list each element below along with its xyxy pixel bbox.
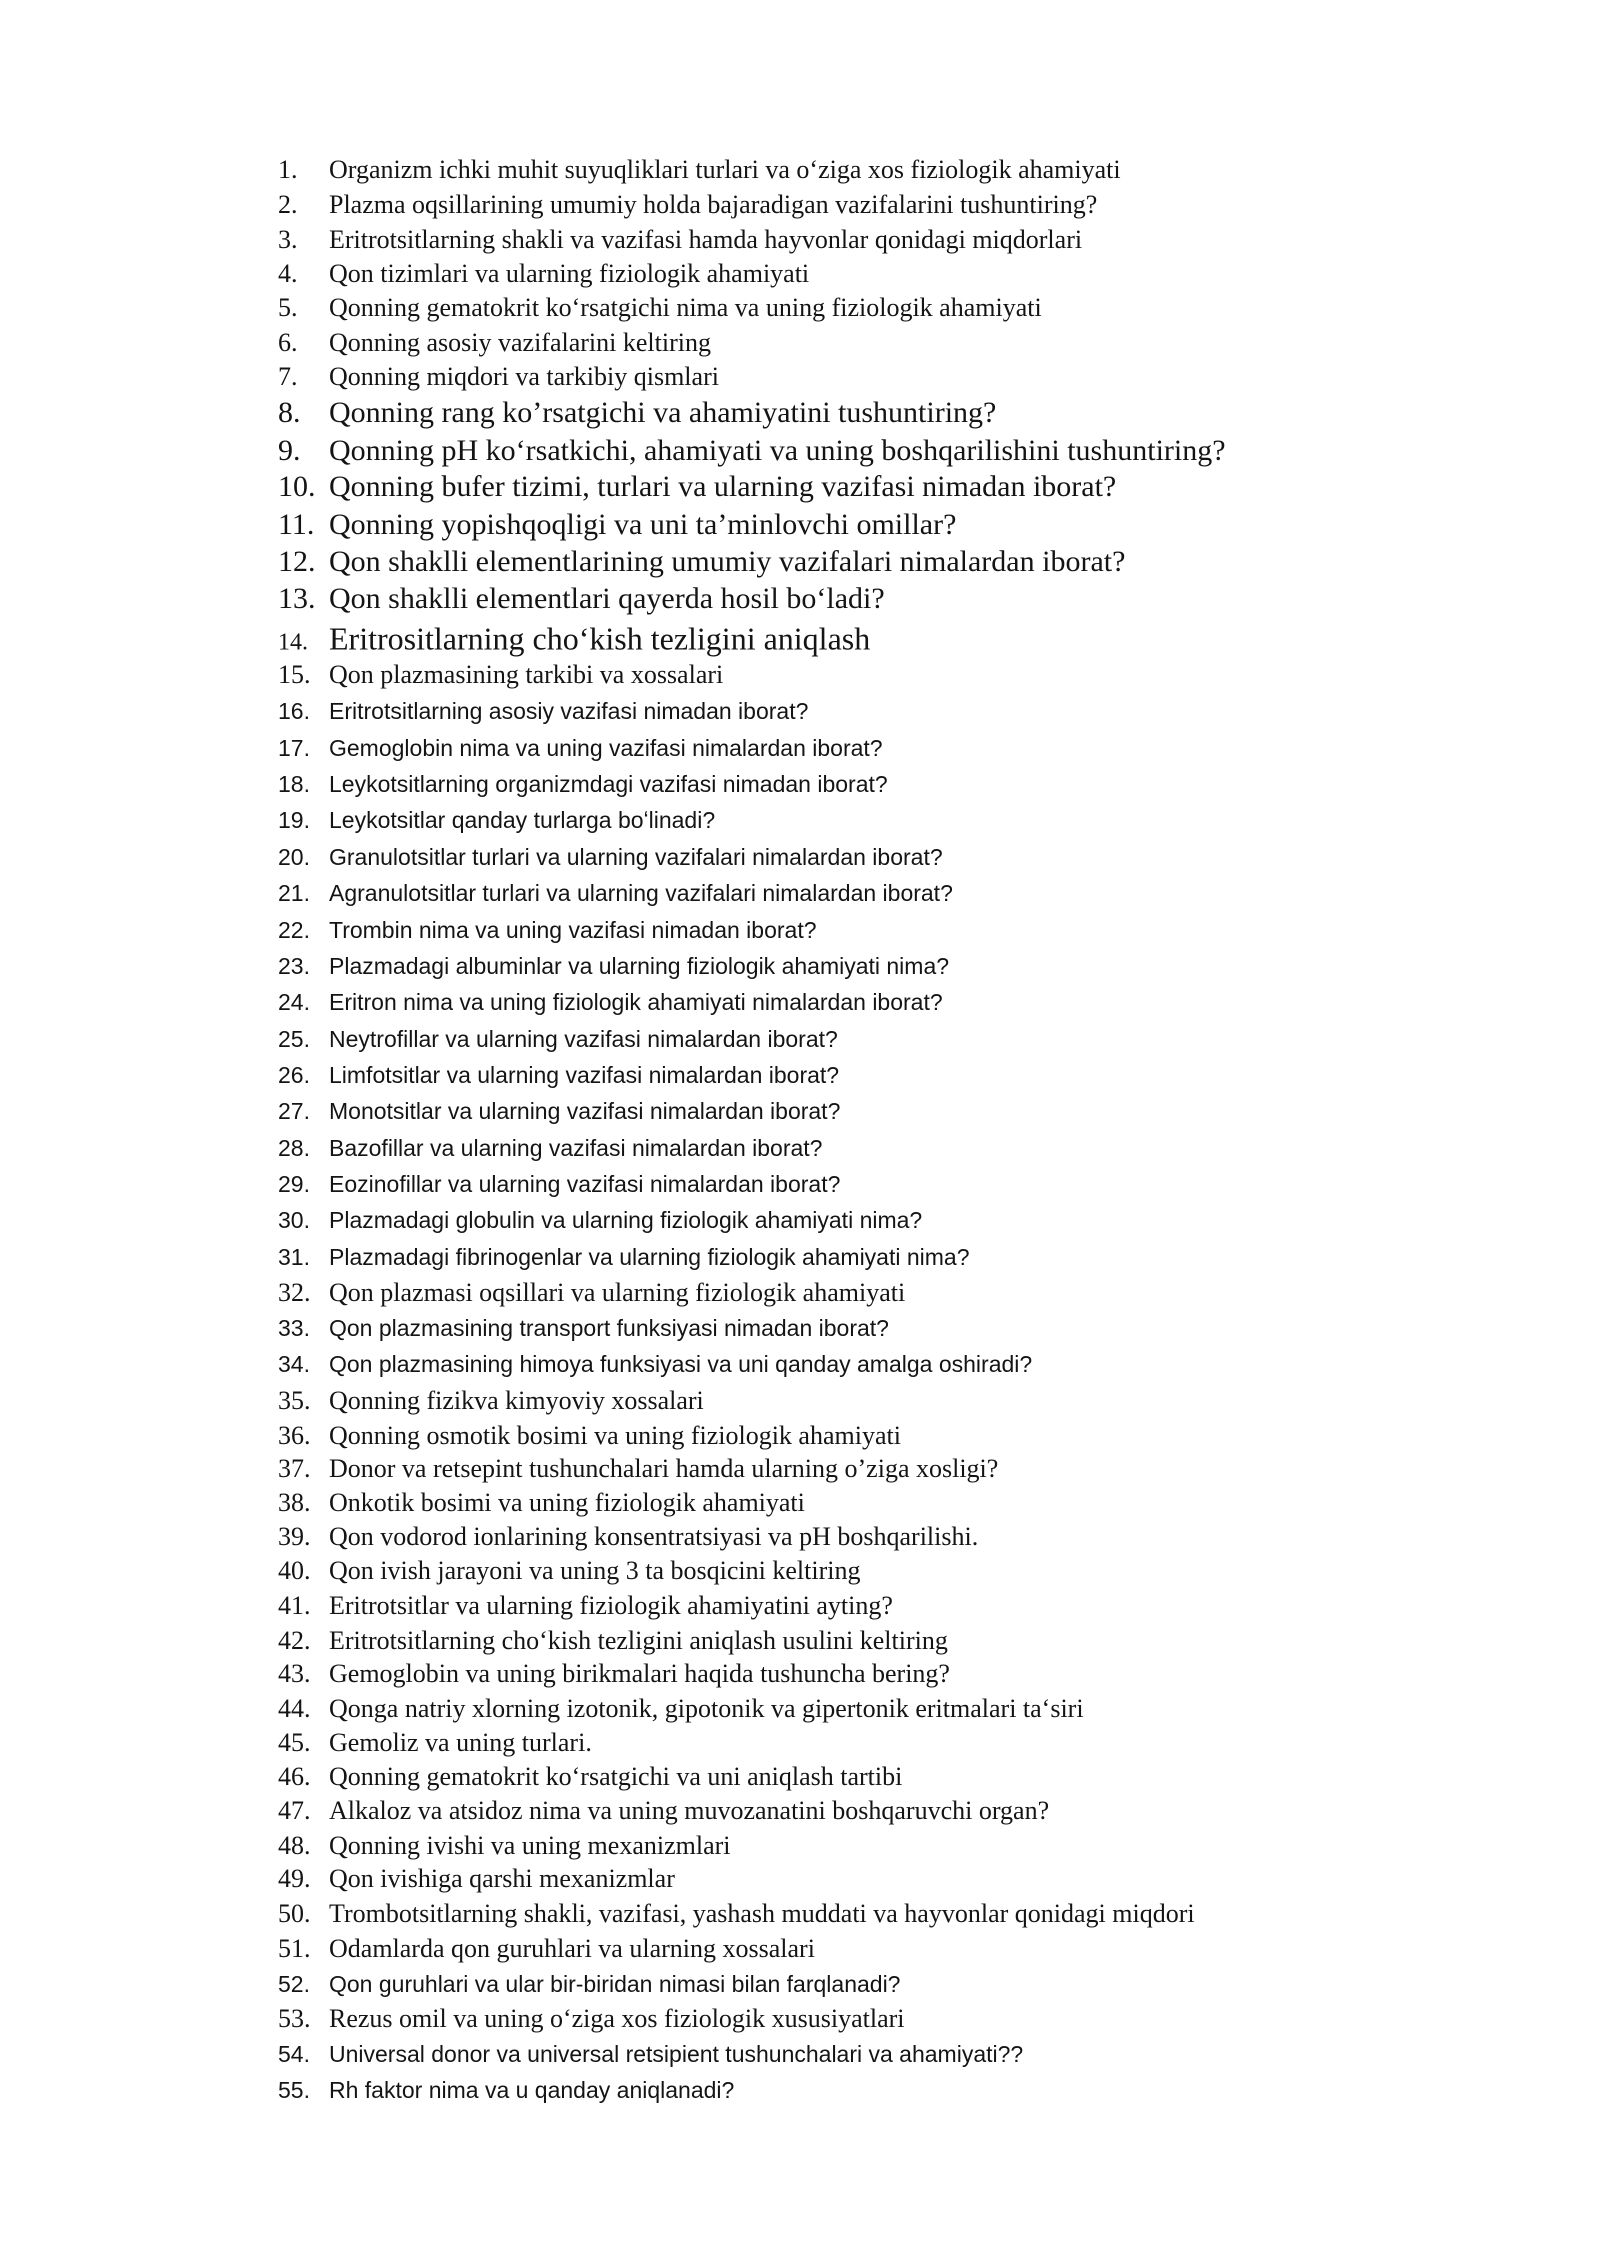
question-text: Universal donor va universal retsipient tushunchalari va ahamiyati??	[329, 2040, 1024, 2067]
question-item	[278, 1899, 1195, 1929]
question-text: Plazmadagi globulin va ularning fiziologik ahamiyati nima?	[329, 1206, 923, 1233]
question-text: Qonning gematokrit koʻrsatgichi nima va uning fiziologik ahamiyati	[329, 293, 1042, 323]
question-text: Qonning gematokrit koʻrsatgichi va uni aniqlash tartibi	[329, 1762, 903, 1792]
question-item	[278, 1278, 905, 1308]
question-text: Eritrotsitlarning asosiy vazifasi nimadan iborat?	[329, 697, 809, 724]
question-text: Plazma oqsillarining umumiy holda bajaradigan vazifalarini tushuntiring?	[329, 190, 1098, 220]
question-item	[278, 660, 723, 690]
question-text: Qonning yopishqoqligi va uni ta’minlovchi omillar?	[329, 507, 957, 541]
question-text: Donor va retsepint tushunchalari hamda ularning o’ziga xosligi?	[329, 1454, 999, 1484]
question-item	[278, 807, 715, 833]
question-text: Leykotsitlarning organizmdagi vazifasi nimadan iborat?	[329, 770, 888, 797]
question-text: Qonning ivishi va uning mexanizmlari	[329, 1831, 731, 1861]
question-text: Qonning pH koʻrsatkichi, ahamiyati va uning boshqarilishini tushuntiring?	[329, 433, 1226, 467]
question-item	[278, 1026, 838, 1052]
question-item	[278, 293, 1042, 323]
question-number: 25.	[278, 1025, 310, 1052]
question-number: 7.	[278, 362, 298, 392]
question-item	[278, 1591, 893, 1621]
question-text: Qon vodorod ionlarining konsentratsiyasi va pH boshqarilishi.	[329, 1522, 979, 1552]
question-number: 28.	[278, 1134, 310, 1161]
question-item	[278, 1351, 1032, 1377]
question-text: Qon plazmasining tarkibi va xossalari	[329, 660, 724, 690]
question-number: 9.	[278, 433, 301, 467]
question-item	[278, 1659, 950, 1689]
question-number: 16.	[278, 697, 310, 724]
question-number: 12.	[278, 544, 316, 578]
question-text: Qonning miqdori va tarkibiy qismlari	[329, 362, 719, 392]
question-number: 31.	[278, 1243, 310, 1270]
question-item	[278, 1098, 840, 1124]
question-number: 20.	[278, 843, 310, 870]
question-item	[278, 1315, 889, 1341]
question-text: Qonning bufer tizimi, turlari va ularning vazifasi nimadan iborat?	[329, 469, 1117, 503]
question-text: Neytrofillar va ularning vazifasi nimalardan iborat?	[329, 1025, 838, 1052]
question-text: Qon ivishiga qarshi mexanizmlar	[329, 1864, 675, 1894]
question-item	[278, 1488, 805, 1518]
question-text: Leykotsitlar qanday turlarga boʻlinadi?	[329, 806, 716, 833]
question-number: 30.	[278, 1206, 310, 1233]
question-item	[278, 582, 885, 617]
question-number: 45.	[278, 1728, 311, 1758]
question-item	[278, 2041, 1023, 2067]
question-number: 52.	[278, 1970, 310, 1997]
question-text: Rezus omil va uning oʻziga xos fiziologik xususiyatlari	[329, 2004, 905, 2034]
question-item	[278, 1831, 731, 1861]
question-item	[278, 545, 1125, 580]
question-text: Organizm ichki muhit suyuqliklari turlari va oʻziga xos fiziologik ahamiyati	[329, 155, 1121, 185]
question-item	[278, 2004, 905, 2034]
question-number: 50.	[278, 1899, 311, 1929]
question-number: 23.	[278, 952, 310, 979]
question-item	[278, 1796, 1049, 1826]
question-number: 24.	[278, 988, 310, 1015]
question-text: Limfotsitlar va ularning vazifasi nimalardan iborat?	[329, 1061, 840, 1088]
question-text: Eritrotsitlarning shakli va vazifasi hamda hayvonlar qonidagi miqdorlari	[329, 225, 1083, 255]
question-item	[278, 225, 1082, 255]
question-text: Qon tizimlari va ularning fiziologik ahamiyati	[329, 259, 810, 289]
question-text: Plazmadagi fibrinogenlar va ularning fiziologik ahamiyati nima?	[329, 1243, 970, 1270]
question-item	[278, 1762, 902, 1792]
question-item	[278, 1864, 675, 1894]
question-text: Qonning rang ko’rsatgichi va ahamiyatini tushuntiring?	[329, 395, 997, 429]
question-number: 51.	[278, 1934, 311, 1964]
question-item	[278, 434, 1226, 469]
question-number: 36.	[278, 1421, 311, 1451]
question-text: Eozinofillar va ularning vazifasi nimalardan iborat?	[329, 1170, 841, 1197]
question-item	[278, 771, 888, 797]
question-item	[278, 735, 883, 761]
question-number: 44.	[278, 1694, 311, 1724]
question-item	[278, 1728, 592, 1758]
question-number: 19.	[278, 806, 310, 833]
question-text: Qonning fizikva kimyoviy xossalari	[329, 1386, 704, 1416]
question-item	[278, 1135, 822, 1161]
question-number: 15.	[278, 660, 311, 690]
question-text: Gemoglobin nima va uning vazifasi nimalardan iborat?	[329, 734, 883, 761]
question-number: 32.	[278, 1278, 311, 1308]
question-number: 3.	[278, 225, 298, 255]
question-number: 55.	[278, 2076, 310, 2103]
question-item	[278, 328, 711, 358]
question-item	[278, 1522, 978, 1552]
question-text: Eritron nima va uning fiziologik ahamiyati nimalardan iborat?	[329, 988, 943, 1015]
question-item	[278, 1421, 901, 1451]
question-text: Granulotsitlar turlari va ularning vazifalari nimalardan iborat?	[329, 843, 943, 870]
question-number: 10.	[278, 469, 316, 503]
question-number: 46.	[278, 1762, 311, 1792]
question-item	[278, 508, 956, 543]
question-number: 42.	[278, 1626, 311, 1656]
question-text: Gemoliz va uning turlari.	[329, 1728, 592, 1758]
question-text: Trombotsitlarning shakli, vazifasi, yashash muddati va hayvonlar qonidagi miqdori	[329, 1899, 1195, 1929]
question-number: 22.	[278, 916, 310, 943]
question-number: 35.	[278, 1386, 311, 1416]
question-item	[278, 953, 949, 979]
question-number: 34.	[278, 1350, 310, 1377]
question-number: 4.	[278, 259, 298, 289]
question-number: 1.	[278, 155, 298, 185]
question-item	[278, 1626, 948, 1656]
question-number: 53.	[278, 2004, 311, 2034]
question-text: Qon guruhlari va ular bir-biridan nimasi bilan farqlanadi?	[329, 1970, 901, 1997]
question-text: Alkaloz va atsidoz nima va uning muvozanatini boshqaruvchi organ?	[329, 1796, 1050, 1826]
question-item	[278, 844, 943, 870]
question-item	[278, 1556, 860, 1586]
question-number: 26.	[278, 1061, 310, 1088]
question-number: 49.	[278, 1864, 311, 1894]
question-item	[278, 2077, 734, 2103]
question-number: 5.	[278, 293, 298, 323]
question-item	[278, 362, 719, 392]
question-text: Qon ivish jarayoni va uning 3 ta bosqicini keltiring	[329, 1556, 861, 1586]
question-item	[278, 1934, 815, 1964]
question-number: 43.	[278, 1659, 311, 1689]
question-item	[278, 1971, 900, 1997]
question-number: 11.	[278, 507, 315, 541]
question-number: 18.	[278, 770, 310, 797]
question-text: Plazmadagi albuminlar va ularning fiziologik ahamiyati nima?	[329, 952, 950, 979]
question-number: 38.	[278, 1488, 311, 1518]
question-text: Rh faktor nima va u qanday aniqlanadi?	[329, 2076, 735, 2103]
question-number: 48.	[278, 1831, 311, 1861]
question-number: 17.	[278, 734, 310, 761]
question-number: 21.	[278, 879, 310, 906]
question-number: 33.	[278, 1314, 310, 1341]
question-text: Eritrositlarning choʻkish tezligini aniqlash	[329, 620, 871, 657]
question-text: Agranulotsitlar turlari va ularning vazifalari nimalardan iborat?	[329, 879, 953, 906]
question-number: 14.	[278, 629, 308, 656]
question-item	[278, 880, 953, 906]
question-number: 39.	[278, 1522, 311, 1552]
question-text: Qon plazmasining himoya funksiyasi va uni qanday amalga oshiradi?	[329, 1350, 1033, 1377]
question-number: 8.	[278, 395, 301, 429]
question-number: 27.	[278, 1097, 310, 1124]
question-text: Gemoglobin va uning birikmalari haqida tushuncha bering?	[329, 1659, 950, 1689]
question-item	[278, 396, 996, 431]
question-item	[278, 190, 1097, 220]
question-item	[278, 989, 943, 1015]
question-text: Qonga natriy xlorning izotonik, gipotonik va gipertonik eritmalari taʻsiri	[329, 1694, 1084, 1724]
question-text: Odamlarda qon guruhlari va ularning xossalari	[329, 1934, 815, 1964]
question-text: Qon shaklli elementlarining umumiy vazifalari nimalardan iborat?	[329, 544, 1126, 578]
question-item	[278, 1386, 704, 1416]
question-item	[278, 621, 870, 658]
question-item	[278, 1207, 922, 1233]
question-number: 13.	[278, 581, 316, 615]
question-text: Monotsitlar va ularning vazifasi nimalardan iborat?	[329, 1097, 841, 1124]
question-text: Qon shaklli elementlari qayerda hosil boʻladi?	[329, 581, 885, 615]
question-number: 47.	[278, 1796, 311, 1826]
question-text: Eritrotsitlar va ularning fiziologik ahamiyatini ayting?	[329, 1591, 893, 1621]
question-item	[278, 1244, 970, 1270]
question-number: 41.	[278, 1591, 311, 1621]
question-item	[278, 470, 1116, 505]
question-text: Qon plazmasi oqsillari va ularning fiziologik ahamiyati	[329, 1278, 906, 1308]
question-text: Bazofillar va ularning vazifasi nimalardan iborat?	[329, 1134, 823, 1161]
question-text: Trombin nima va uning vazifasi nimadan iborat?	[329, 916, 817, 943]
question-text: Qon plazmasining transport funksiyasi nimadan iborat?	[329, 1314, 889, 1341]
question-item	[278, 1171, 840, 1197]
question-item	[278, 1062, 839, 1088]
question-number: 29.	[278, 1170, 310, 1197]
question-text: Onkotik bosimi va uning fiziologik ahamiyati	[329, 1488, 805, 1518]
question-number: 54.	[278, 2040, 310, 2067]
question-item	[278, 1454, 998, 1484]
question-text: Qonning osmotik bosimi va uning fiziologik ahamiyati	[329, 1421, 901, 1451]
question-item	[278, 155, 1121, 185]
question-item	[278, 259, 809, 289]
question-number: 2.	[278, 190, 298, 220]
question-item	[278, 698, 808, 724]
question-item	[278, 1694, 1084, 1724]
question-number: 37.	[278, 1454, 311, 1484]
question-item	[278, 917, 817, 943]
question-text: Qonning asosiy vazifalarini keltiring	[329, 328, 711, 358]
question-number: 40.	[278, 1556, 311, 1586]
question-number: 6.	[278, 328, 298, 358]
question-text: Eritrotsitlarning choʻkish tezligini aniqlash usulini keltiring	[329, 1626, 948, 1656]
